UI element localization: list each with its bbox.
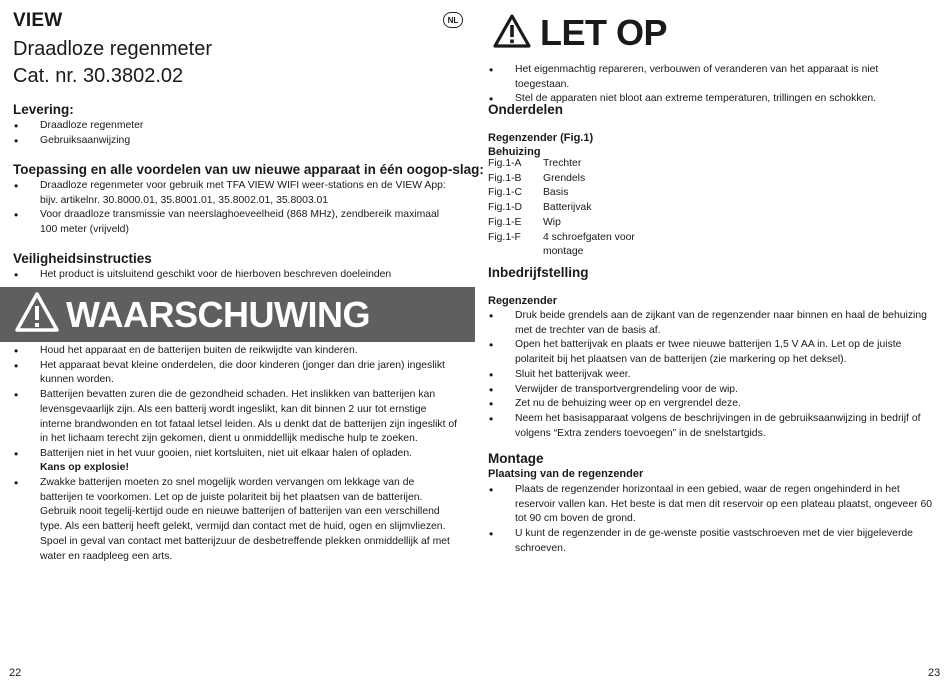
- list-item: • U kunt de regenzender in de ge-wenste positie vastschroeven met de vier bijgeleverde schroeven.: [488, 527, 933, 556]
- list-item: • Voor draadloze transmissie van neerslaghoeveelheid (868 MHz), zendbereik maximaal 100 meter (vrijveld): [13, 208, 458, 237]
- figure-label: Basis: [543, 187, 569, 199]
- figure-row: [488, 172, 643, 187]
- page-number-right: 23: [928, 667, 941, 679]
- caution-header: [492, 12, 667, 54]
- list-item: • Het eigenmachtig repareren, verbouwen of veranderen van het apparaat is niet toegestaan.: [488, 63, 933, 92]
- warning-banner: [0, 287, 475, 342]
- list-item: • Zet nu de behuizing weer op en vergrendel deze.: [488, 397, 933, 412]
- list-item: • Batterijen niet in het vuur gooien, niet kortsluiten, niet uit elkaar halen of opladen.: [13, 447, 458, 462]
- language-badge: NL: [443, 12, 463, 28]
- list-item: • Zwakke batterijen moeten zo snel mogelijk worden vervangen om lekkage van de batterijen te voorkomen. Let op de juiste polariteit bij het plaatsen van de batterijen. Gebruik nooit tegelij-kertijd oude en nieuwe batterijen of batterijen van een verschillend type. Als een batterij heeft gelekt, vermijd dan contact met de huid, ogen en slijmvliezen. Spoel in geval van contact met batterijzuur de desbetreffende plekken onmiddellijk af met water en raadpleeg een arts.: [13, 476, 458, 564]
- figure-ref: Fig.1-D: [488, 202, 523, 214]
- list-item: • Druk beide grendels aan de zijkant van de regenzender naar binnen en haal de behuizing met de trechter van de basis af.: [488, 309, 933, 338]
- figure-label: Trechter: [543, 158, 582, 169]
- list-item: • Plaats de regenzender horizontaal in een gebied, waar de regen ongehinderd in het reservoir vallen kan. Het beste is dat men dit reservoir op een plateau plaatst, ongeveer 60 tot 90 cm boven de grond.: [488, 483, 933, 527]
- list-item: • Open het batterijvak en plaats er twee nieuwe batterijen 1,5 V AA in. Let op de juiste polariteit bij het plaatsen van de batterijen (zie markering op het deksel).: [488, 338, 933, 367]
- delivery-list: [13, 119, 463, 148]
- figure-ref: Fig.1-F: [488, 231, 521, 243]
- housing-heading: Behuizing: [488, 146, 541, 158]
- application-heading: Toepassing en alle voordelen van uw nieuwe apparaat in één oogop-slag:: [13, 162, 484, 177]
- list-item: • Verwijder de transportvergrendeling voor de wip.: [488, 383, 933, 398]
- mounting-subheading: Plaatsing van de regenzender: [488, 468, 644, 480]
- warning-triangle-icon: [492, 13, 532, 54]
- mounting-list: [488, 483, 933, 557]
- mounting-heading: Montage: [488, 451, 544, 466]
- safety-heading: Veiligheidsinstructies: [13, 251, 152, 266]
- list-item: • Sluit het batterijvak weer.: [488, 368, 933, 383]
- delivery-heading: Levering:: [13, 102, 74, 117]
- list-item: • Draadloze regenmeter voor gebruik met TFA VIEW WIFI weer-stations en de VIEW App: bijv. artikelnr. 30.8000.01, 35.8001.01, 35.8002.01, 35.8003.01: [13, 179, 458, 208]
- warning-triangle-icon: [14, 291, 60, 338]
- list-item: • Gebruiksaanwijzing: [13, 134, 463, 149]
- warning-list-continued: [13, 476, 458, 564]
- figure-label: Wip: [543, 216, 561, 228]
- list-item: • Draadloze regenmeter: [13, 119, 463, 134]
- startup-list: [488, 309, 933, 441]
- figure-label: Batterijvak: [543, 202, 592, 214]
- figure-row: [488, 157, 643, 172]
- list-item: • Stel de apparaten niet bloot aan extreme temperaturen, trillingen en schokken.: [488, 92, 933, 107]
- figure-row: [488, 231, 643, 260]
- brand-title: VIEW: [13, 10, 63, 31]
- warning-title: WAARSCHUWING: [66, 293, 370, 335]
- figure-row: [488, 201, 643, 216]
- application-list: [13, 179, 458, 238]
- caution-list: [488, 63, 933, 107]
- explosion-note: Kans op explosie!: [40, 462, 129, 473]
- list-item: • Batterijen bevatten zuren die de gezondheid schaden. Het inslikken van batterijen kan levensgevaarlijk zijn. Als een batterij wordt ingeslikt, kan dit binnen 2 uur tot ernstige interne brandwonden en tot fataal letsel leiden. Als u denkt dat de batterijen zijn ingeslikt of in het lichaam terecht zijn gekomen, dient u onmiddellijk medische hulp te zoeken.: [13, 388, 458, 447]
- figure-row: [488, 216, 643, 231]
- startup-heading: Inbedrijfstelling: [488, 265, 589, 280]
- catalog-number: Cat. nr. 30.3802.02: [13, 65, 184, 87]
- list-item: • Het product is uitsluitend geschikt voor de hierboven beschreven doeleinden: [13, 268, 463, 283]
- figure-legend: [488, 157, 643, 260]
- figure-label: Grendels: [543, 172, 586, 184]
- figure-ref: Fig.1-E: [488, 216, 522, 228]
- figure-ref: Fig.1-A: [488, 158, 522, 169]
- figure-row: [488, 186, 643, 201]
- startup-subheading: Regenzender: [488, 295, 558, 307]
- page-number-left: 22: [9, 667, 22, 679]
- components-heading: Onderdelen: [488, 102, 564, 117]
- caution-title: LET OP: [540, 12, 668, 53]
- warning-list: [13, 344, 458, 462]
- list-item: • Het apparaat bevat kleine onderdelen, die door kinderen (jonger dan drie jaren) ingeslikt kunnen worden.: [13, 359, 458, 388]
- list-item: • Neem het basisapparaat volgens de beschrijvingen in de gebruiksaanwijzing in bedrijf of volgens “Extra zenders toevoegen” in de snelstartgids.: [488, 412, 933, 441]
- figure-ref: Fig.1-B: [488, 172, 522, 184]
- product-name: Draadloze regenmeter: [13, 38, 212, 60]
- figure-label: 4 schroefgaten voor montage: [543, 231, 635, 258]
- transmitter-heading: Regenzender (Fig.1): [488, 132, 594, 144]
- safety-list: [13, 268, 463, 283]
- list-item: • Houd het apparaat en de batterijen buiten de reikwijdte van kinderen.: [13, 344, 458, 359]
- figure-ref: Fig.1-C: [488, 187, 523, 199]
